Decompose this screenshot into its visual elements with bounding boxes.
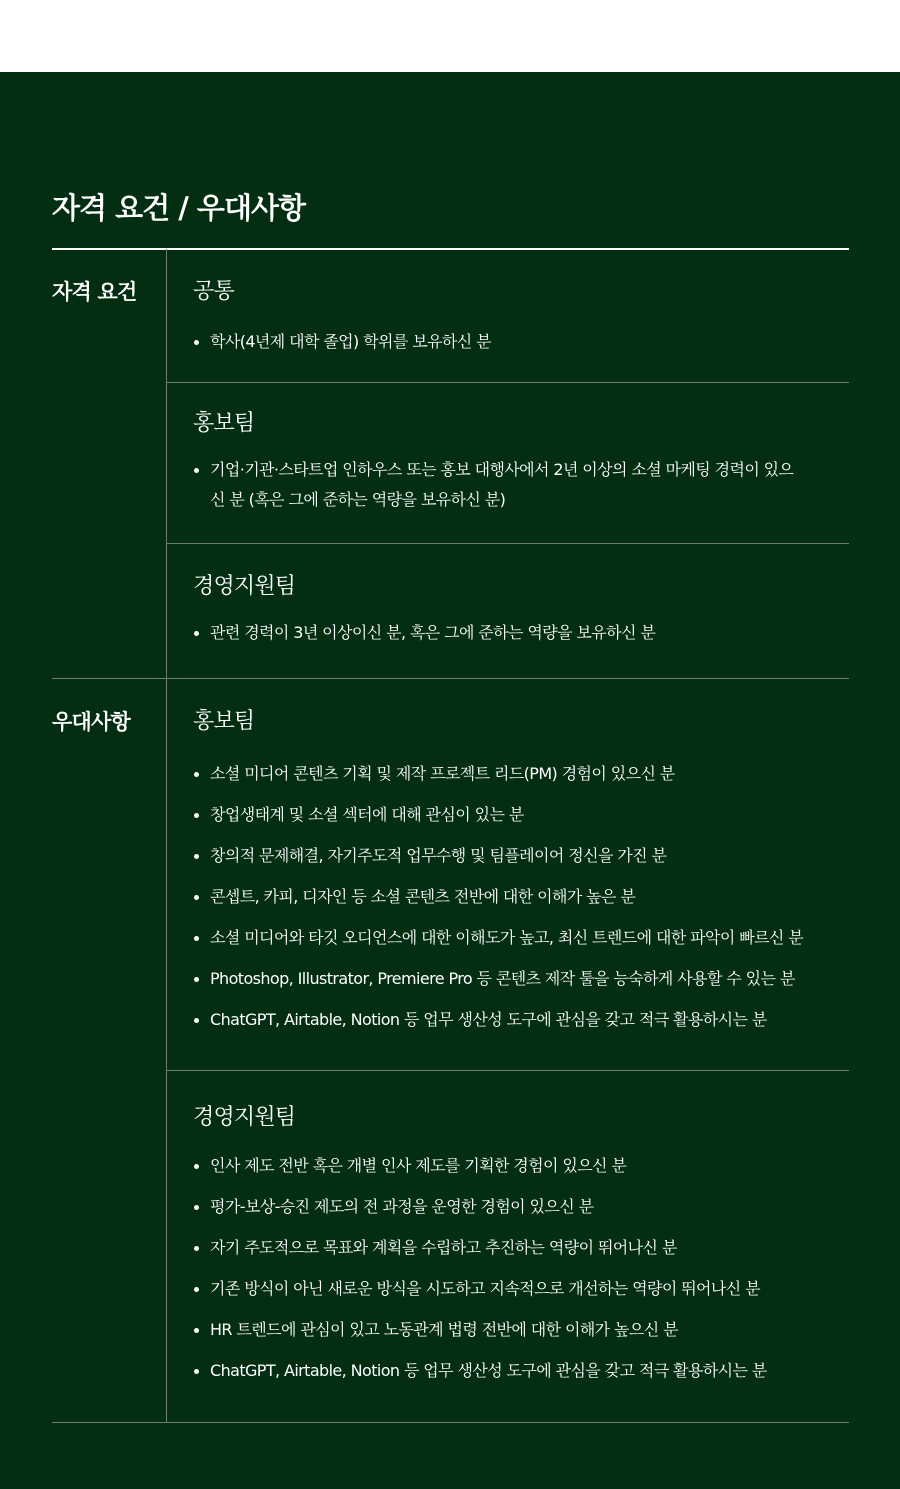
group-title: 경영지원팀 <box>193 1105 296 1130</box>
list-item: 기존 방식이 아닌 새로운 방식을 시도하고 지속적으로 개선하는 역량이 뛰어나신 분 <box>193 1274 853 1304</box>
group-list <box>193 455 853 515</box>
qualification-group-management <box>193 572 853 659</box>
group-list <box>193 1151 853 1386</box>
group-title: 홍보팀 <box>193 709 255 734</box>
group-list <box>193 327 853 357</box>
list-item: 관련 경력이 3년 이상이신 분, 혹은 그에 준하는 역량을 보유하신 분 <box>193 618 853 648</box>
preferences-label: 우대사항 <box>52 710 130 734</box>
list-item: Photoshop, Illustrator, Premiere Pro 등 콘텐츠 제작 툴을 능숙하게 사용할 수 있는 분 <box>193 964 853 994</box>
section-title: 자격 요건 / 우대사항 <box>52 191 305 225</box>
list-item: 소셜 미디어와 타깃 오디언스에 대한 이해도가 높고, 최신 트렌드에 대한 파악이 빠르신 분 <box>193 923 853 953</box>
group-separator <box>167 543 849 544</box>
group-list <box>193 759 853 1035</box>
top-white-bar <box>0 0 900 72</box>
list-item: 콘셉트, 카피, 디자인 등 소셜 콘텐츠 전반에 대한 이해가 높은 분 <box>193 882 853 912</box>
group-title: 공통 <box>193 279 234 304</box>
qualifications-label: 자격 요건 <box>52 280 137 304</box>
list-item: 인사 제도 전반 혹은 개별 인사 제도를 기획한 경험이 있으신 분 <box>193 1151 853 1181</box>
group-separator <box>167 1070 849 1071</box>
list-item: 소셜 미디어 콘텐츠 기획 및 제작 프로젝트 리드(PM) 경험이 있으신 분 <box>193 759 853 789</box>
group-list <box>193 618 853 648</box>
list-item: HR 트렌드에 관심이 있고 노동관계 법령 전반에 대한 이해가 높으신 분 <box>193 1315 853 1345</box>
preference-group-pr <box>193 707 853 1046</box>
qualifications-divider <box>166 249 167 678</box>
preference-group-management <box>193 1103 853 1397</box>
group-title: 경영지원팀 <box>193 574 296 599</box>
title-underline <box>52 248 849 250</box>
qualification-group-pr <box>193 409 853 526</box>
bottom-rule <box>52 1422 849 1423</box>
list-item: 자기 주도적으로 목표와 계획을 수립하고 추진하는 역량이 뛰어나신 분 <box>193 1233 853 1263</box>
requirements-panel <box>0 72 900 1489</box>
qualification-group-common <box>193 277 853 368</box>
list-item: 평가-보상-승진 제도의 전 과정을 운영한 경험이 있으신 분 <box>193 1192 853 1222</box>
list-item: ChatGPT, Airtable, Notion 등 업무 생산성 도구에 관심을 갖고 적극 활용하시는 분 <box>193 1005 853 1035</box>
list-item: 기업·기관·스타트업 인하우스 또는 홍보 대행사에서 2년 이상의 소셜 마케팅 경력이 있으신 분 (혹은 그에 준하는 역량을 보유하신 분) <box>193 455 805 515</box>
list-item: 학사(4년제 대학 졸업) 학위를 보유하신 분 <box>193 327 853 357</box>
group-separator <box>167 382 849 383</box>
section-separator <box>52 678 849 679</box>
group-title: 홍보팀 <box>193 411 255 436</box>
list-item: 창의적 문제해결, 자기주도적 업무수행 및 팀플레이어 정신을 가진 분 <box>193 841 853 871</box>
preferences-divider <box>166 678 167 1423</box>
list-item: ChatGPT, Airtable, Notion 등 업무 생산성 도구에 관심을 갖고 적극 활용하시는 분 <box>193 1356 853 1386</box>
list-item: 창업생태계 및 소셜 섹터에 대해 관심이 있는 분 <box>193 800 853 830</box>
